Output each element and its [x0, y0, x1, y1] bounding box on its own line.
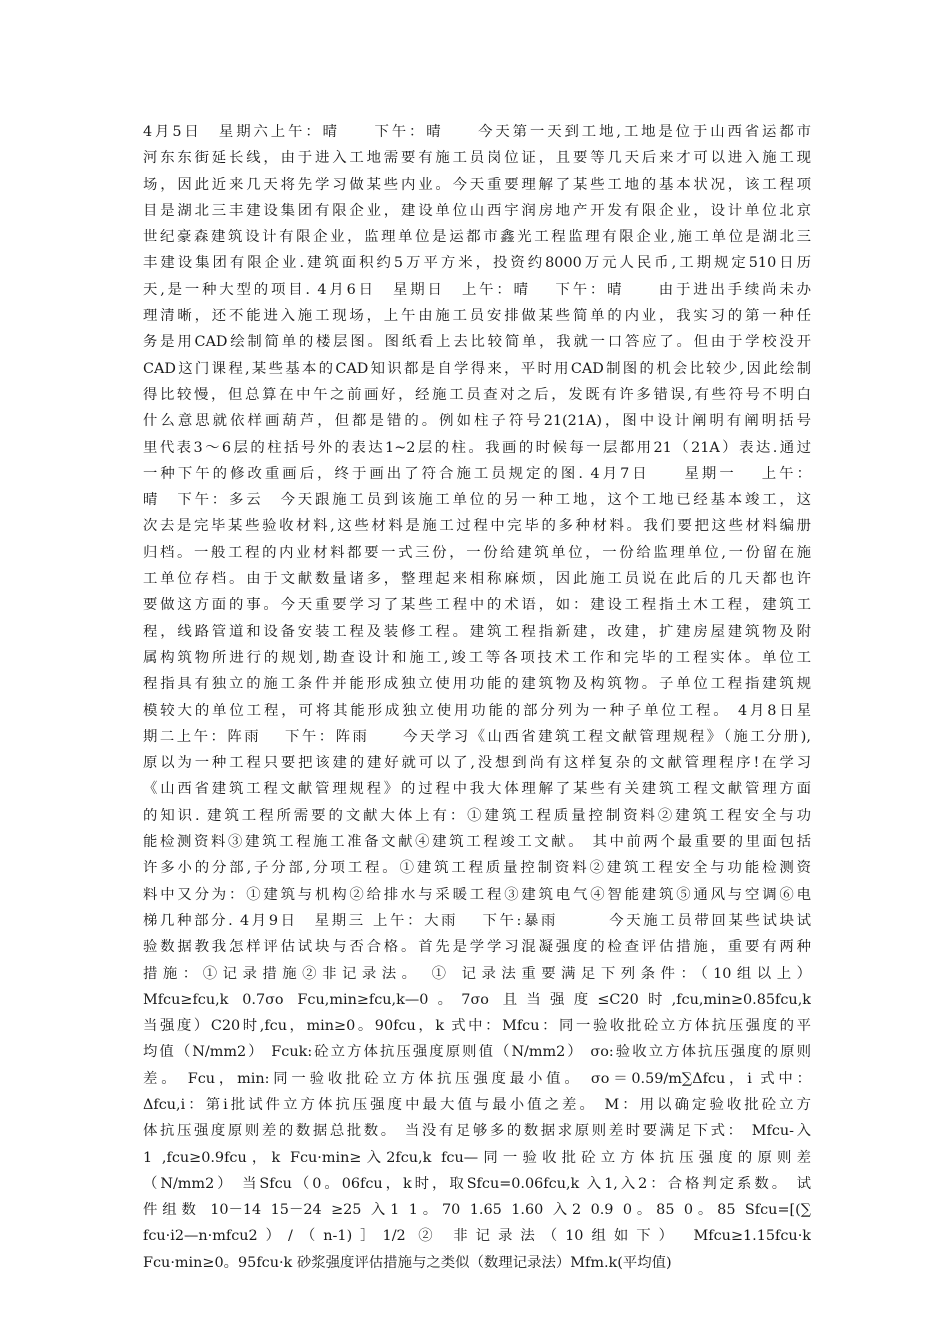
text-line: 丰建设集团有限企业.建筑面积约5万平方米，投资约8000万元人民币,工期规定510日历: [143, 255, 811, 272]
text-line: 验数据教我怎样评估试块与否合格。首先是学学习混凝强度的检查评估措施，重要有两种: [143, 939, 811, 956]
text-line: 梯几种部分. 4月9日 星期三 上午：大雨 下午:暴雨 今天施工员带回某些试块试: [143, 912, 811, 929]
text-line: （N/mm2） 当Sfcu（0。06fcu，k时，取Sfcu=0.06fcu,k 入1,入2：合格判定系数。 试: [143, 1175, 811, 1192]
text-line: CAD这门课程,某些基本的CAD知识都是自学得来，平时用CAD制图的机会比较少,因此绘制: [143, 360, 811, 377]
text-line: 属构筑物所进行的规划,勘查设计和施工,竣工等各项技术工作和完毕的工程实体。单位工: [143, 649, 811, 666]
text-line: 务是用CAD绘制简单的楼层图。图纸看上去比较简单，我就一口答应了。但由于学校没开: [143, 334, 811, 351]
text-line: 能检测资料③建筑工程施工准备文献④建筑工程竣工文献。 其中前两个最重要的里面包括: [143, 834, 811, 851]
text-line: Fcu·min≥0。95fcu·k 砂浆强度评估措施与之类似（数理记录法）Mfm.k(平均值): [143, 1254, 672, 1271]
text-line: 天,是一种大型的项目. 4月6日 星期日 上午：晴 下午：晴 由于进出手续尚未办: [143, 281, 811, 298]
text-line: 目是湖北三丰建设集团有限企业，建设单位山西宇润房地产开发有限企业，设计单位北京: [143, 202, 811, 219]
text-line: 期二上午：阵雨 下午：阵雨 今天学习《山西省建筑工程文献管理规程》（施工分册),: [143, 728, 811, 745]
text-line: 1 ,fcu≥0.9fcu，k Fcu·min≥入2fcu,k fcu—同一验收批砼立方体抗压强度的原则差: [143, 1149, 811, 1166]
text-line: 当强度）C20时,fcu，min≥0。90fcu，k 式中：Mfcu：同一验收批砼立方体抗压强度的平: [143, 1018, 811, 1035]
text-line: 料中又分为：①建筑与机构②给排水与采暖工程③建筑电气④智能建筑⑤通风与空调⑥电: [143, 886, 811, 903]
text-line: Δfcu,i：第i批试件立方体抗压强度中最大值与最小值之差。 M：用以确定验收批砼立方: [143, 1096, 811, 1113]
text-line: 件组数 10－14 15－24 ≥25 入1 1。70 1.65 1.60 入2 0.9 0。85 0。85 Sfcu=[(∑: [143, 1202, 811, 1219]
text-line: 一种下午的修改重画后，终于画出了符合施工员规定的图. 4月7日 星期一 上午：: [143, 465, 811, 482]
text-line: 原以为一种工程只要把该建的建好就可以了,没想到尚有这样复杂的文献管理程序!在学习: [143, 755, 811, 772]
text-line: 晴 下午：多云 今天跟施工员到该施工单位的另一种工地，这个工地已经基本竣工，这: [143, 492, 811, 509]
text-line: 《山西省建筑工程文献管理规程》的过程中我大体理解了某些有关建筑工程文献管理方面: [143, 781, 811, 798]
text-line: 差。 Fcu，min:同一验收批砼立方体抗压强度最小值。 σo＝0.59/m∑Δfcu，i 式中：: [143, 1070, 811, 1087]
text-line: 河东东街延长线，由于进入工地需要有施工员岗位证，且要等几天后来才可以进入施工现: [143, 150, 811, 167]
text-line: 4月5日 星期六上午：晴 下午：晴 今天第一天到工地,工地是位于山西省运都市: [143, 124, 811, 140]
text-line: 里代表3～6层的柱括号外的表达1~2层的柱。我画的时候每一层都用21（21A）表达.通过: [143, 439, 811, 456]
text-line: 得比较慢，但总算在中午之前画好，经施工员查对之后，发既有许多错误,有些符号不明白: [143, 386, 811, 403]
text-line: 措施：①记录措施②非记录法。 ① 记录法重要满足下列条件：（10组以上）: [143, 965, 811, 982]
text-line: Mfcu≥fcu,k 0.7σo Fcu,min≥fcu,k—0。7σo 且当强度≤C20时,fcu,min≥0.85fcu,k: [143, 991, 811, 1008]
text-line: 世纪豪森建筑设计有限企业，监理单位是运都市鑫光工程监理有限企业,施工单位是湖北三: [143, 229, 811, 246]
text-line: fcu·i2—n·mfcu2）/（n-1)］1/2 ② 非记录法（10组如下） Mfcu≥1.15fcu·k: [143, 1228, 811, 1245]
text-line: 均值（N/mm2） Fcuk:砼立方体抗压强度原则值（N/mm2） σo:验收立方体抗压强度的原则: [143, 1044, 811, 1061]
text-line: 程指具有独立的施工条件并能形成独立使用功能的建筑物及构筑物。子单位工程指建筑规: [143, 676, 811, 693]
text-line: 归档。一般工程的内业材料都要一式三份，一份给建筑单位，一份给监理单位,一份留在施: [143, 544, 811, 561]
text-line: 工单位存档。由于文献数量诸多，整理起来相称麻烦，因此施工员说在此后的几天都也许: [143, 571, 811, 588]
text-line: 什么意思就依样画葫芦，但都是错的。例如柱子符号21(21A)，图中设计阐明有阐明括号: [143, 413, 811, 430]
text-line: 次去是完毕某些验收材料,这些材料是施工过程中完毕的多种材料。我们要把这些材料编册: [143, 518, 811, 535]
text-line: 理清晰，还不能进入施工现场，上午由施工员安排做某些简单的内业，我实习的第一种任: [143, 308, 811, 325]
text-line: 的知识. 建筑工程所需要的文献大体上有：①建筑工程质量控制资料②建筑工程安全与功: [143, 807, 811, 824]
text-line: 模较大的单位工程，可将其能形成独立使用功能的部分列为一种子单位工程。 4月8日星: [143, 702, 811, 719]
text-line: 要做这方面的事。今天重要学习了某些工程中的术语，如：建设工程指土木工程，建筑工: [143, 597, 811, 614]
text-line: 程，线路管道和设备安装工程及装修工程。建筑工程指新建，改建，扩建房屋建筑物及附: [143, 623, 811, 640]
text-line: 体抗压强度原则差的数据总批数。 当没有足够多的数据求原则差时要满足下式： Mfcu-入: [143, 1123, 811, 1140]
text-line: 许多小的分部,子分部,分项工程。①建筑工程质量控制资料②建筑工程安全与功能检测资: [143, 860, 811, 877]
text-line: 场，因此近来几天将先学习做某些内业。今天重要理解了某些工地的基本状况，该工程项: [143, 176, 811, 193]
body-text: [143, 119, 811, 1276]
